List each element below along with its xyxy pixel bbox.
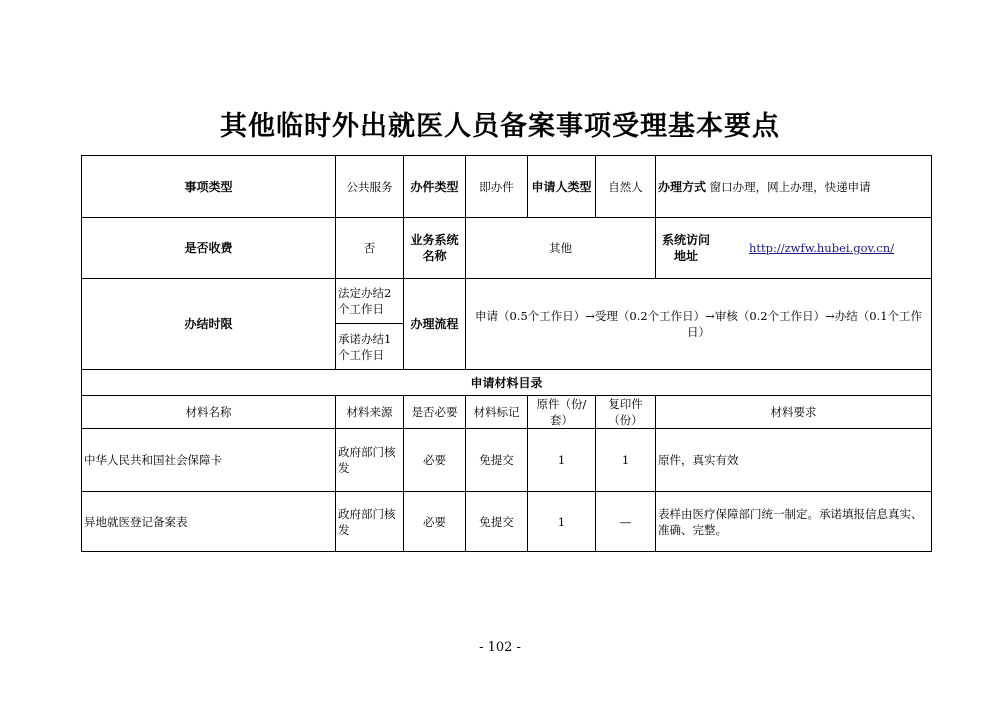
material-name: 异地就医登记备案表 bbox=[82, 492, 336, 552]
material-copy-count: — bbox=[596, 492, 656, 552]
header-copy: 复印件（份） bbox=[596, 396, 656, 429]
header-original: 原件（份/套） bbox=[528, 396, 596, 429]
method-label: 办理方式 bbox=[658, 179, 707, 194]
time-limit-label: 办结时限 bbox=[82, 279, 336, 370]
process-value: 申请（0.5个工作日）→受理（0.2个工作日）→审核（0.2个工作日）→办结（0.1个工作日） bbox=[466, 279, 932, 370]
header-required: 是否必要 bbox=[404, 396, 466, 429]
page-number: - 102 - bbox=[479, 640, 521, 655]
legal-time-limit: 法定办结2个工作日 bbox=[336, 279, 404, 324]
promised-time-limit: 承诺办结1个工作日 bbox=[336, 324, 404, 370]
fee-value: 否 bbox=[336, 218, 404, 279]
materials-header-row bbox=[82, 396, 932, 429]
item-type-label: 事项类型 bbox=[82, 156, 336, 218]
header-material-name: 材料名称 bbox=[82, 396, 336, 429]
header-material-source: 材料来源 bbox=[336, 396, 404, 429]
fee-label: 是否收费 bbox=[82, 218, 336, 279]
material-original-count: 1 bbox=[528, 429, 596, 492]
item-type-value: 公共服务 bbox=[336, 156, 404, 218]
applicant-type-label: 申请人类型 bbox=[528, 156, 596, 218]
method-value: 窗口办理，网上办理，快递申请 bbox=[709, 179, 871, 194]
system-name-label: 业务系统名称 bbox=[404, 218, 466, 279]
system-url-label: 系统访问地址 bbox=[661, 233, 710, 263]
table-row bbox=[82, 492, 932, 552]
material-requirement: 原件，真实有效 bbox=[656, 429, 932, 492]
doc-type-label: 办件类型 bbox=[404, 156, 466, 218]
header-requirement: 材料要求 bbox=[656, 396, 932, 429]
system-url-link[interactable]: http://zwfw.hubei.gov.cn/ bbox=[748, 241, 895, 255]
row-time-limit bbox=[82, 279, 932, 324]
doc-type-value: 即办件 bbox=[466, 156, 528, 218]
table-row bbox=[82, 429, 932, 492]
header-mark: 材料标记 bbox=[466, 396, 528, 429]
material-required: 必要 bbox=[404, 492, 466, 552]
material-required: 必要 bbox=[404, 429, 466, 492]
row-materials-title bbox=[82, 370, 932, 396]
material-source: 政府部门核发 bbox=[336, 429, 404, 492]
material-copy-count: 1 bbox=[596, 429, 656, 492]
material-name: 中华人民共和国社会保障卡 bbox=[82, 429, 336, 492]
material-original-count: 1 bbox=[528, 492, 596, 552]
process-label: 办理流程 bbox=[404, 279, 466, 370]
applicant-type-value: 自然人 bbox=[596, 156, 656, 218]
material-mark: 免提交 bbox=[466, 429, 528, 492]
row-fee bbox=[82, 218, 932, 279]
document-title: 其他临时外出就医人员备案事项受理基本要点 bbox=[220, 111, 780, 142]
material-mark: 免提交 bbox=[466, 492, 528, 552]
material-requirement: 表样由医疗保障部门统一制定。承诺填报信息真实、准确、完整。 bbox=[656, 492, 932, 552]
material-source: 政府部门核发 bbox=[336, 492, 404, 552]
row-item-type bbox=[82, 156, 932, 218]
materials-section-title: 申请材料目录 bbox=[82, 370, 932, 396]
requirements-table bbox=[81, 155, 932, 552]
system-name-value: 其他 bbox=[466, 218, 656, 279]
